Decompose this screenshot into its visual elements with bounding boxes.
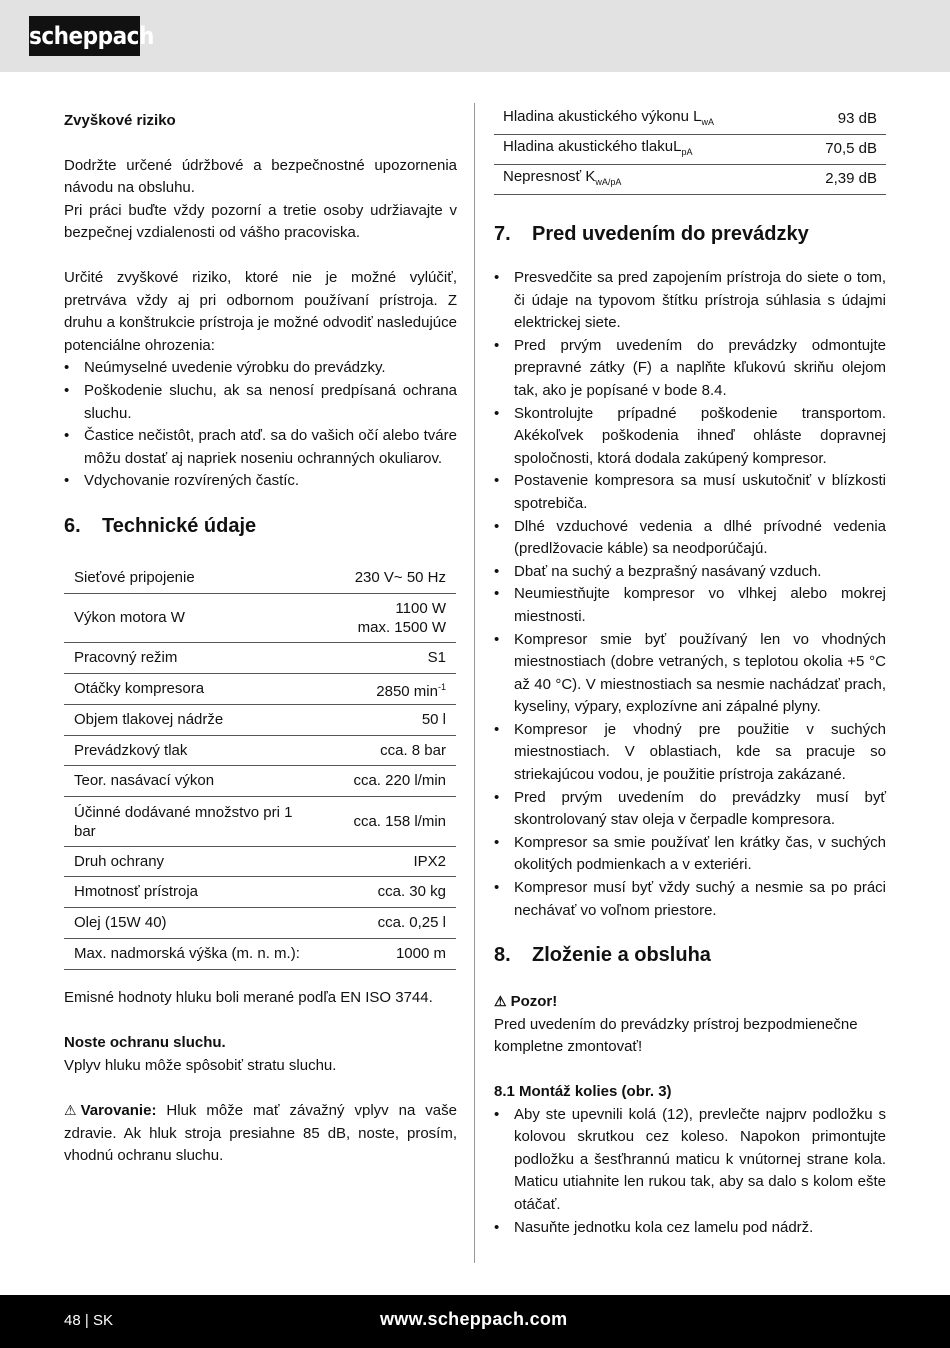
hearing-protection-text: Vplyv hluku môže spôsobiť stratu sluchu. [64, 1056, 337, 1074]
list-item: • Pred prvým uvedením do prevádzky odmontujte prepravné zátky (F) a naplňte kľukovú skriňu olejom tak, ako je popísané v bode 8.4. [494, 335, 886, 403]
technical-data-table [64, 564, 456, 971]
page-number-value: 48 [64, 1312, 81, 1329]
noise-label: Nepresnosť K [503, 167, 596, 185]
technical-data-heading [64, 513, 457, 539]
list-item: • Aby ste upevnili kolá (12), prevlečte najprv podložku s kolovou skrutkou cez koleso. Napokon primontujte podložku a šesťhrannú maticu k vnútornej strane kola. Maticu utiahnite len rukou tak, aby sa dalo s kolom ešte otáčať. [494, 1104, 886, 1217]
table-row [64, 674, 456, 705]
section-number: 7. [494, 223, 511, 245]
list-item: • Dlhé vzduchové vedenia a dlhé prívodné vedenia (predlžovacie káble) sa neodporúčajú. [494, 516, 886, 561]
residual-risk-paragraph-3: Určité zvyškové riziko, ktoré nie je možné vylúčiť, pretrváva vždy aj pri odbornom používaní prístroja. Z druhu a konštrukcie prístroja je možné odvodiť nasledujúce potenciálne ohrozenia: [64, 268, 457, 354]
noise-label-subscript: wA [701, 116, 714, 127]
table-row [64, 705, 456, 736]
commissioning-list [494, 267, 886, 922]
list-item: • Dbať na suchý a bezprašný nasávaný vzduch. [494, 561, 886, 584]
list-item: • Nasuňte jednotku kola cez lamelu pod nádrž. [494, 1217, 886, 1240]
page-separator: | [84, 1312, 89, 1329]
table-row [64, 877, 456, 908]
spec-value: 230 V~ 50 Hz [307, 564, 456, 594]
spec-value: 1000 m [307, 939, 456, 970]
spec-label: Sieťové pripojenie [64, 564, 307, 594]
before-commissioning-heading [494, 221, 886, 247]
warning-text: Hluk môže mať závažný vplyv na vaše zdravie. Ak hluk stroja presiahne 85 dB, noste, prosím, vhodnú ochranu sluchu. [64, 1102, 457, 1165]
table-row [64, 564, 456, 594]
website-url: www.scheppach.com [380, 1309, 568, 1329]
spec-label: Prevádzkový tlak [64, 736, 307, 766]
noise-label-subscript: wA/pA [595, 176, 622, 187]
table-row [64, 908, 456, 939]
spec-value: 2850 min [376, 682, 438, 700]
language-code: SK [92, 1312, 113, 1329]
assembly-heading [494, 942, 886, 968]
spec-value: cca. 30 kg [307, 877, 456, 908]
list-item: • Skontrolujte prípadné poškodenie transportom. Akékoľvek poškodenia ihneď ohláste dopravnej spoločnosti, ktorá dodala zakúpený kompresor. [494, 403, 886, 471]
hearing-protection-heading: Noste ochranu sluchu. [64, 1034, 226, 1051]
table-row [64, 736, 456, 766]
table-row [494, 135, 886, 165]
page-footer [0, 1295, 950, 1348]
caution-heading [494, 990, 886, 1014]
table-row [64, 797, 456, 847]
table-row [64, 939, 456, 970]
list-item: • Kompresor je vhodný pre použitie v suchých miestnostiach. V oblastiach, kde sa pracuje so striekajúcou vodou, je použitie prístroja zakázané. [494, 719, 886, 787]
spec-value: 50 l [307, 705, 456, 736]
section-title: Zloženie a obsluha [532, 944, 711, 967]
spec-value: cca. 220 l/min [307, 766, 456, 797]
list-item: • Presvedčite sa pred zapojením prístroja do siete o tom, či údaje na typovom štítku prístroja súhlasia s údajmi elektrickej siete. [494, 267, 886, 335]
warning-triangle-icon: ⚠ [64, 1102, 77, 1119]
table-row [64, 643, 456, 674]
page-number [64, 1312, 113, 1329]
spec-label: Druh ochrany [64, 847, 307, 877]
noise-label: Hladina akustického tlakuL [503, 137, 682, 155]
wheel-mounting-list [494, 1104, 886, 1240]
column-divider [474, 103, 475, 1263]
noise-label: Hladina akustického výkonu L [503, 107, 702, 125]
list-item: • Častice nečistôt, prach atď. sa do vašich očí alebo tváre môžu dostať aj napriek noseniu ochranných okuliarov. [64, 425, 457, 470]
list-item: • Neumiestňujte kompresor vo vlhkej alebo mokrej miestnosti. [494, 583, 886, 628]
noise-value: 2,39 dB [801, 165, 886, 195]
spec-value: IPX2 [307, 847, 456, 877]
spec-value-max: max. 1500 W [357, 619, 446, 637]
residual-risk-paragraph-1: Dodržte určené údržbové a bezpečnostné upozornenia návodu na obsluhu. [64, 156, 457, 197]
emission-note: Emisné hodnoty hluku boli merané podľa EN ISO 3744. [64, 989, 433, 1007]
spec-label: Účinné dodávané množstvo pri 1 bar [64, 797, 307, 847]
list-item: • Kompresor musí byť vždy suchý a nesmie sa po práci nechávať vo voľnom priestore. [494, 877, 886, 922]
left-column [64, 110, 457, 1168]
spec-value: 1100 W [395, 600, 446, 618]
list-item: • Poškodenie sluchu, ak sa nenosí predpísaná ochrana sluchu. [64, 380, 457, 425]
spec-value: cca. 0,25 l [307, 908, 456, 939]
caution-label: Pozor! [510, 993, 558, 1011]
noise-warning [64, 1099, 457, 1168]
noise-values-table [494, 105, 886, 195]
wheel-mounting-heading: 8.1 Montáž kolies (obr. 3) [494, 1083, 672, 1100]
section-number: 8. [494, 944, 511, 967]
spec-value: S1 [307, 643, 456, 674]
list-item: • Neúmyselné uvedenie výrobku do prevádzky. [64, 357, 457, 380]
section-title: Technické údaje [102, 514, 257, 537]
spec-label: Max. nadmorská výška (m. n. m.): [64, 939, 307, 970]
hazard-list [64, 357, 457, 493]
spec-label: Objem tlakovej nádrže [64, 705, 307, 736]
spec-label: Olej (15W 40) [64, 908, 307, 939]
list-item: • Kompresor smie byť používaný len vo vhodných miestnostiach (dobre vetraných, s teplotou okolia +5 °C až 40 °C). V miestnostiach sa nesmie nachádzať prach, kyseliny, výpary, explozívne ani zápalné plyny. [494, 629, 886, 719]
table-row [64, 594, 456, 643]
list-item: • Vdychovanie rozvírených častíc. [64, 470, 457, 493]
table-row [64, 847, 456, 877]
table-row [494, 105, 886, 135]
residual-risk-heading: Zvyškové riziko [64, 112, 176, 129]
list-item: • Pred prvým uvedením do prevádzky musí byť skontrolovaný stav oleja v čerpadle kompresora. [494, 787, 886, 832]
page-header [0, 0, 950, 72]
noise-label-subscript: pA [681, 146, 693, 157]
section-title: Pred uvedením do prevádzky [532, 223, 809, 245]
table-row [64, 766, 456, 797]
spec-label: Otáčky kompresora [64, 674, 307, 705]
right-column [494, 105, 886, 1239]
spec-label: Hmotnosť prístroja [64, 877, 307, 908]
spec-label: Teor. nasávací výkon [64, 766, 307, 797]
scheppach-logo: scheppach [29, 16, 140, 56]
noise-value: 70,5 dB [801, 135, 886, 165]
noise-value: 93 dB [801, 105, 886, 135]
list-item: • Postavenie kompresora sa musí uskutočniť v blízkosti spotrebiča. [494, 470, 886, 515]
spec-value: cca. 8 bar [307, 736, 456, 766]
table-row [494, 165, 886, 195]
spec-label: Pracovný režim [64, 643, 307, 674]
spec-value-exponent: -1 [437, 681, 446, 692]
list-item: • Kompresor sa smie používať len krátky čas, v suchých okolitých podmienkach a v exteriéri. [494, 832, 886, 877]
warning-label: Varovanie: [80, 1102, 157, 1120]
caution-text: Pred uvedením do prevádzky prístroj bezpodmienečne kompletne zmontovať! [494, 1015, 858, 1056]
section-number: 6. [64, 514, 81, 537]
residual-risk-paragraph-2: Pri práci buďte vždy pozorní a tretie osoby udržiavajte v bezpečnej vzdialenosti od vášho pracoviska. [64, 201, 457, 242]
spec-value: cca. 158 l/min [307, 797, 456, 847]
warning-triangle-icon: ⚠ [494, 993, 507, 1010]
spec-label: Výkon motora W [64, 594, 307, 643]
